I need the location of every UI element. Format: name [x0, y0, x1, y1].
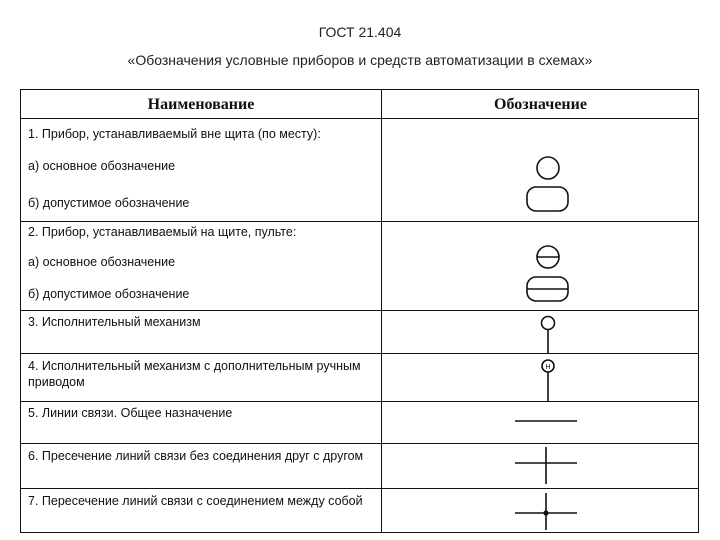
- row-6-text: 6. Пресечение линий связи без соединения друг с другом: [28, 449, 364, 463]
- device-circle-symbol: [537, 157, 559, 179]
- row-4-text: 4. Исполнительный механизм с дополнительным ручным приводом: [28, 359, 361, 389]
- row-1b-text: б) допустимое обозначение: [28, 196, 190, 210]
- row-1-text: 1. Прибор, устанавливаемый вне щита (по месту):: [28, 127, 321, 141]
- header-symbol: Обозначение: [494, 96, 587, 113]
- header-name: Наименование: [147, 96, 255, 113]
- row-2b-text: б) допустимое обозначение: [28, 287, 190, 301]
- manual-drive-letter: Н: [545, 364, 551, 371]
- row-5-text: 5. Линии связи. Общее назначение: [28, 406, 233, 420]
- panel-device-rounded-rect-symbol: [527, 277, 568, 301]
- document-title: ГОСТ 21.404: [318, 24, 402, 40]
- row-2a-text: а) основное обозначение: [28, 255, 176, 269]
- symbols-canvas: [383, 90, 698, 532]
- column-divider: [381, 90, 382, 532]
- panel-device-circle-symbol: [537, 246, 559, 268]
- junction-dot: [543, 510, 548, 515]
- row-3-text: 3. Исполнительный механизм: [28, 315, 201, 329]
- crossing-no-connection-symbol: [515, 447, 577, 484]
- device-rounded-rect-symbol: [527, 187, 568, 211]
- actuator-symbol: [542, 317, 555, 354]
- document-subtitle: «Обозначения условные приборов и средств автоматизации в схемах»: [127, 52, 593, 68]
- row-7-text: 7. Пересечение линий связи с соединением между собой: [28, 494, 363, 508]
- row-1a-text: а) основное обозначение: [28, 159, 176, 173]
- row-2-text: 2. Прибор, устанавливаемый на щите, пульте:: [28, 225, 297, 239]
- symbols-table: [20, 89, 699, 533]
